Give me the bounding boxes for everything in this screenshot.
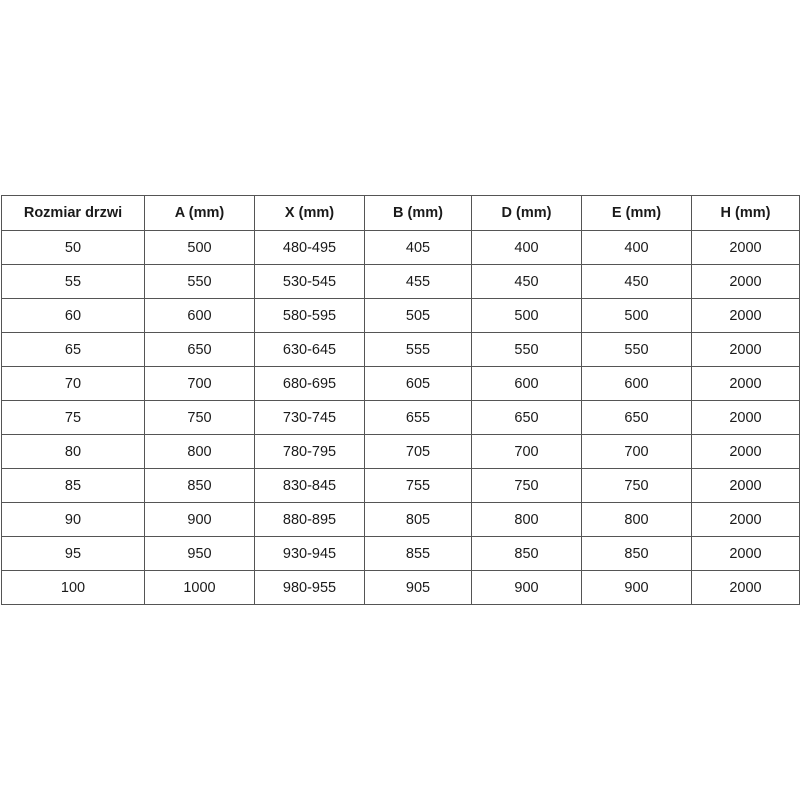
cell-x: 780-795 [255, 435, 365, 469]
cell-a: 850 [145, 469, 255, 503]
cell-door-size: 100 [2, 571, 145, 605]
table-row [2, 265, 800, 299]
cell-d: 900 [472, 571, 582, 605]
cell-e: 400 [582, 231, 692, 265]
table-row [2, 367, 800, 401]
header-b: B (mm) [365, 196, 472, 231]
dimensions-table-container [1, 195, 799, 605]
cell-e: 650 [582, 401, 692, 435]
cell-a: 700 [145, 367, 255, 401]
cell-e: 700 [582, 435, 692, 469]
cell-e: 750 [582, 469, 692, 503]
cell-door-size: 90 [2, 503, 145, 537]
cell-a: 800 [145, 435, 255, 469]
table-row [2, 299, 800, 333]
cell-x: 580-595 [255, 299, 365, 333]
cell-d: 600 [472, 367, 582, 401]
header-row [2, 196, 800, 231]
cell-a: 900 [145, 503, 255, 537]
cell-d: 450 [472, 265, 582, 299]
cell-d: 650 [472, 401, 582, 435]
cell-door-size: 55 [2, 265, 145, 299]
cell-b: 555 [365, 333, 472, 367]
table-row [2, 571, 800, 605]
cell-e: 900 [582, 571, 692, 605]
table-row [2, 469, 800, 503]
cell-x: 630-645 [255, 333, 365, 367]
cell-e: 500 [582, 299, 692, 333]
table-header [2, 196, 800, 231]
cell-h: 2000 [692, 503, 800, 537]
cell-a: 550 [145, 265, 255, 299]
cell-d: 400 [472, 231, 582, 265]
cell-h: 2000 [692, 537, 800, 571]
cell-door-size: 95 [2, 537, 145, 571]
cell-d: 800 [472, 503, 582, 537]
cell-e: 600 [582, 367, 692, 401]
table-row [2, 231, 800, 265]
cell-x: 730-745 [255, 401, 365, 435]
cell-b: 655 [365, 401, 472, 435]
cell-x: 930-945 [255, 537, 365, 571]
cell-door-size: 70 [2, 367, 145, 401]
cell-x: 480-495 [255, 231, 365, 265]
header-e: E (mm) [582, 196, 692, 231]
cell-x: 530-545 [255, 265, 365, 299]
cell-a: 750 [145, 401, 255, 435]
table-row [2, 537, 800, 571]
table-body [2, 231, 800, 605]
cell-h: 2000 [692, 435, 800, 469]
cell-h: 2000 [692, 299, 800, 333]
cell-h: 2000 [692, 571, 800, 605]
cell-h: 2000 [692, 469, 800, 503]
cell-b: 705 [365, 435, 472, 469]
table-row [2, 435, 800, 469]
cell-h: 2000 [692, 333, 800, 367]
cell-d: 850 [472, 537, 582, 571]
cell-b: 805 [365, 503, 472, 537]
table-row [2, 401, 800, 435]
cell-x: 980-955 [255, 571, 365, 605]
cell-e: 550 [582, 333, 692, 367]
cell-b: 855 [365, 537, 472, 571]
cell-b: 905 [365, 571, 472, 605]
cell-door-size: 50 [2, 231, 145, 265]
cell-a: 650 [145, 333, 255, 367]
cell-d: 700 [472, 435, 582, 469]
cell-door-size: 60 [2, 299, 145, 333]
cell-b: 455 [365, 265, 472, 299]
cell-a: 1000 [145, 571, 255, 605]
cell-b: 605 [365, 367, 472, 401]
cell-h: 2000 [692, 401, 800, 435]
header-door-size: Rozmiar drzwi [2, 196, 145, 231]
cell-h: 2000 [692, 231, 800, 265]
cell-x: 880-895 [255, 503, 365, 537]
cell-h: 2000 [692, 367, 800, 401]
cell-b: 405 [365, 231, 472, 265]
cell-e: 850 [582, 537, 692, 571]
cell-b: 505 [365, 299, 472, 333]
header-h: H (mm) [692, 196, 800, 231]
cell-door-size: 80 [2, 435, 145, 469]
cell-e: 450 [582, 265, 692, 299]
cell-door-size: 85 [2, 469, 145, 503]
cell-e: 800 [582, 503, 692, 537]
cell-x: 680-695 [255, 367, 365, 401]
cell-a: 500 [145, 231, 255, 265]
cell-a: 600 [145, 299, 255, 333]
cell-x: 830-845 [255, 469, 365, 503]
header-d: D (mm) [472, 196, 582, 231]
cell-h: 2000 [692, 265, 800, 299]
cell-door-size: 65 [2, 333, 145, 367]
header-x: X (mm) [255, 196, 365, 231]
cell-a: 950 [145, 537, 255, 571]
cell-d: 550 [472, 333, 582, 367]
cell-b: 755 [365, 469, 472, 503]
table-row [2, 503, 800, 537]
cell-door-size: 75 [2, 401, 145, 435]
cell-d: 750 [472, 469, 582, 503]
dimensions-table [1, 195, 800, 605]
table-row [2, 333, 800, 367]
cell-d: 500 [472, 299, 582, 333]
header-a: A (mm) [145, 196, 255, 231]
